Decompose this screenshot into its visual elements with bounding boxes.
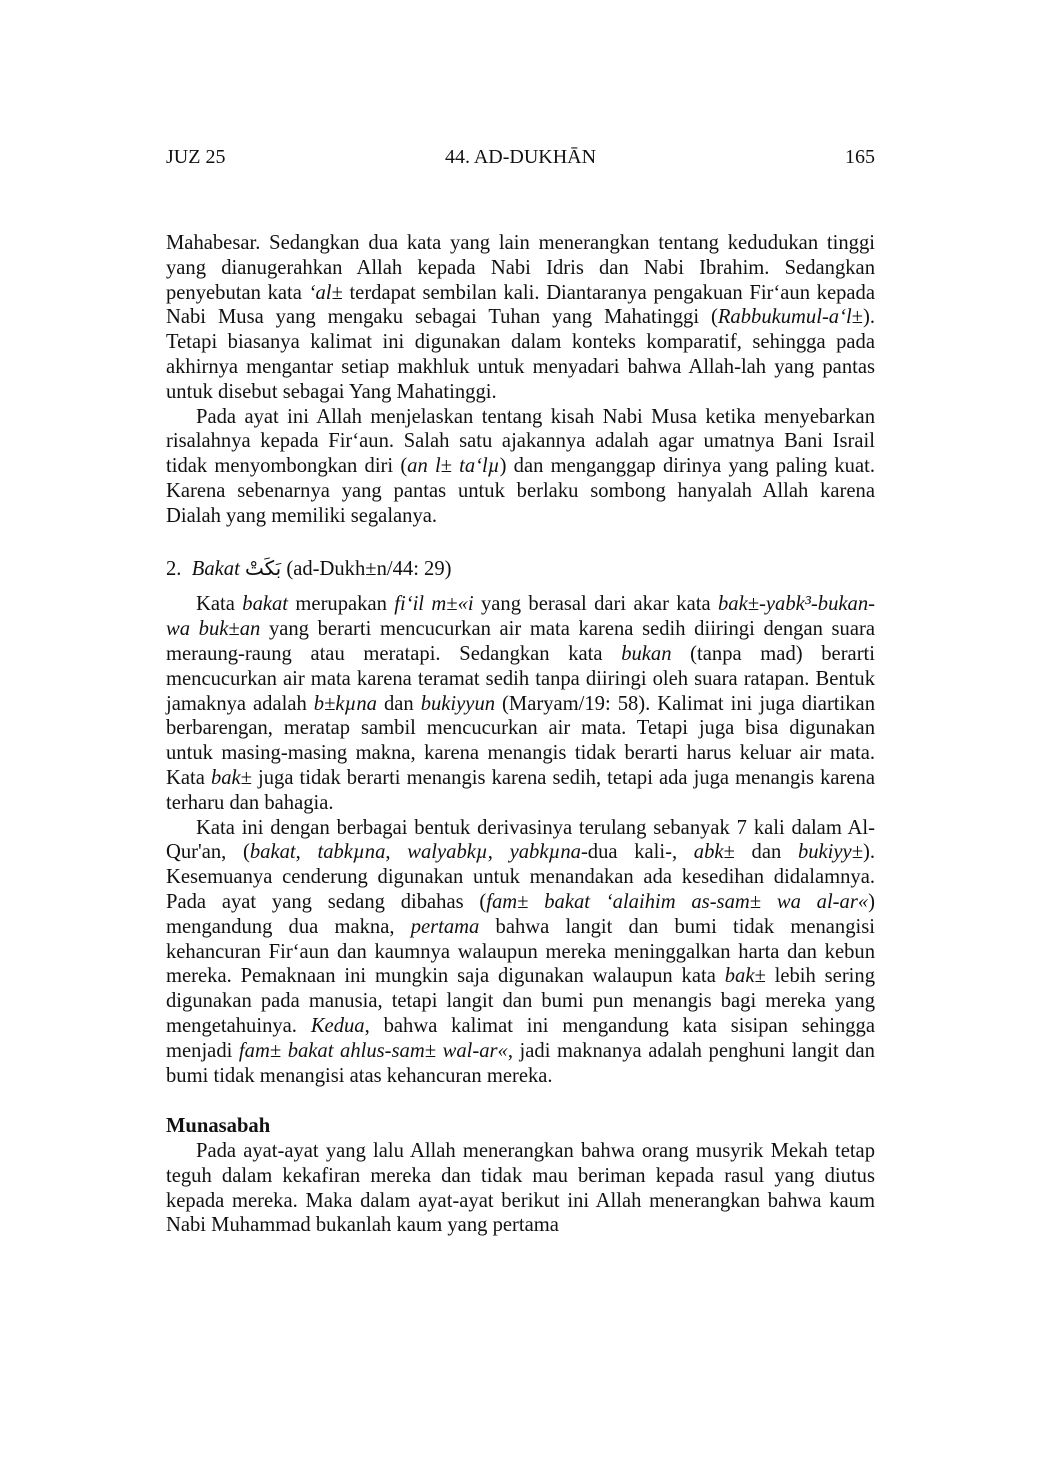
paragraph: Mahabesar. Sedangkan dua kata yang lain menerangkan tentang kedudukan tinggi yang dianugerahkan Allah kepada Nabi Idris dan Nabi Ibrahim. Sedangkan penyebutan kata ‘al± terdapat sembilan kali. Diantaranya pengakuan Fir‘aun kepada Nabi Musa yang mengaku sebagai Tuhan yang Mahatinggi (Rabbukumul-a‘l±). Tetapi biasanya kalimat ini digunakan dalam konteks komparatif, sehingga pada akhirnya mengantar setiap makhluk untuk menyadari bahwa Allah-lah yang pantas untuk disebut sebagai Yang Mahatinggi. xyxy=(166,232,875,403)
verse-reference: (ad-Dukh±n/44: 29) xyxy=(286,557,452,580)
paragraph: Pada ayat ini Allah menjelaskan tentang kisah Nabi Musa ketika menyebarkan risalahnya kepada Fir‘aun. Salah satu ajakannya adalah agar umatnya Bani Israil tidak menyombongkan diri (an l± ta‘lµ) dan menganggap dirinya yang paling kuat. Karena sebenarnya yang pantas untuk berlaku sombong hanyalah Allah karena Dialah yang memiliki segalanya. xyxy=(166,405,875,527)
item-number: 2. xyxy=(166,557,182,580)
arabic-term: بَكَتْ xyxy=(244,555,282,580)
term-subheading xyxy=(166,556,875,582)
surah-title: 44. AD-DUKHĀN xyxy=(444,146,597,168)
section-heading: Munasabah xyxy=(166,1115,271,1138)
term-word: Bakat xyxy=(191,557,240,580)
paragraph: Kata ini dengan berbagai bentuk derivasinya terulang sebanyak 7 kali dalam Al-Qur'an, (bakat, tabkµna, walyabkµ, yabkµna-dua kali-, abk± dan bukiyy±). Kesemuanya cenderung digunakan untuk menandakan ada kesedihan didalamnya. Pada ayat yang sedang dibahas (fam± bakat ‘alaihim as-sam± wa al-ar«) mengandung dua makna, pertama bahwa langit dan bumi tidak menangisi kehancuran Fir‘aun dan kaumnya walaupun mereka meninggalkan harta dan kebun mereka. Pemaknaan ini mungkin saja digunakan walaupun kata bak± lebih sering digunakan pada manusia, tetapi langit dan bumi pun menangis bagi mereka yang mengetahuinya. Kedua, bahwa kalimat ini mengandung kata sisipan sehingga menjadi fam± bakat ahlus-sam± wal-ar«, jadi maknanya adalah penghuni langit dan bumi tidak menangisi atas kehancuran mereka. xyxy=(166,816,876,1087)
paragraph: Kata bakat merupakan fi‘il m±«i yang berasal dari akar kata bak±-yabk³-bukan-wa buk±an yang berarti mencucurkan air mata karena sedih diiringi dengan suara meraung-raung atau meratapi. Sedangkan kata bukan (tanpa mad) berarti mencucurkan air mata karena teramat sedih tanpa diiringi oleh suara ratapan. Bentuk jamaknya adalah b±kµna dan bukiyyun (Maryam/19: 58). Kalimat ini juga diartikan berbarengan, meratap sambil mencucurkan air mata. Tetapi juga bisa digunakan untuk masing-masing makna, karena menangis tidak berarti harus keluar air mata. Kata bak± juga tidak berarti menangis karena sedih, tetapi ada juga menangis karena terharu dan bahagia. xyxy=(166,593,875,814)
paragraph: Pada ayat-ayat yang lalu Allah menerangkan bahwa orang musyrik Mekah tetap teguh dalam kekafiran mereka dan tidak mau beriman kepada rasul yang diutus kepada mereka. Maka dalam ayat-ayat berikut ini Allah menerangkan bahwa kaum Nabi Muhammad bukanlah kaum yang pertama xyxy=(166,1140,875,1237)
running-header xyxy=(166,146,875,174)
juz-label: JUZ 25 xyxy=(166,146,226,168)
page-number: 165 xyxy=(845,146,875,168)
body-text xyxy=(166,231,875,1238)
